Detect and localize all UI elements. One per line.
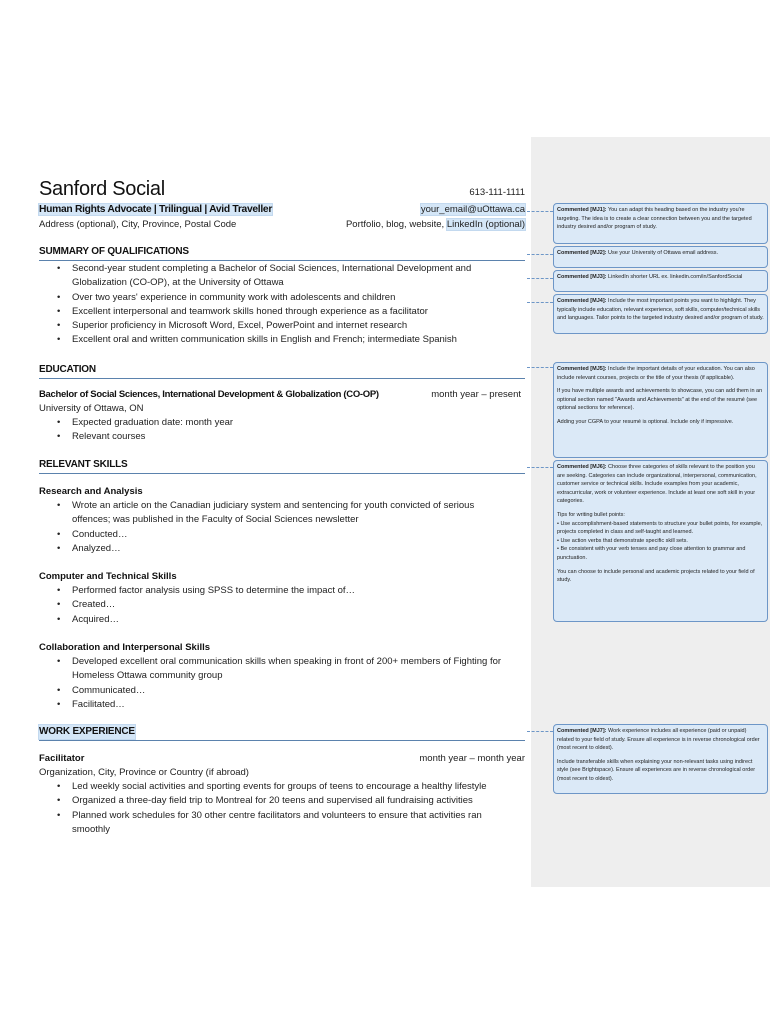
list-item: • Acquired… <box>39 613 509 627</box>
comment-label: Commented [MJ4]: <box>557 298 607 304</box>
comment-text: Tips for writing bullet points: <box>557 511 625 518</box>
list-item: • Over two years' experience in community work with adolescents and children <box>39 291 509 305</box>
section-heading-summary: SUMMARY OF QUALIFICATIONS <box>39 246 189 257</box>
skill-group-title: Computer and Technical Skills <box>39 571 177 582</box>
comment-connector <box>527 367 553 368</box>
email-address[interactable]: your_email@uOttawa.ca <box>420 204 525 215</box>
education-dates: month year – present <box>431 389 521 400</box>
headline: Human Rights Advocate | Trilingual | Avid Traveller <box>39 204 273 215</box>
comment-mj1[interactable] <box>553 203 768 244</box>
comment-mj5[interactable] <box>553 362 768 458</box>
comment-connector <box>527 254 553 255</box>
comment-text: You can adapt this heading based on the industry you're targeting. The idea is to create a clear connection between you and the targeted industry desired and/or program of study. <box>557 207 752 231</box>
portfolio-links: Portfolio, blog, website, <box>345 219 447 230</box>
job-organization: Organization, City, Province or Country (if abroad) <box>39 767 249 778</box>
comment-text: LinkedIn shorter URL ex. linkedin.com/in/SanfordSocial <box>608 274 743 280</box>
school-name: University of Ottawa, ON <box>39 403 144 414</box>
comment-text: Include the important details of your education. You can also include relevant courses, projects or the title of your thesis (if applicable). <box>557 366 755 381</box>
list-item: • Developed excellent oral communication skills when speaking in front of 200+ members of Fighting for Homeless Ottawa community group <box>39 655 531 684</box>
list-item: • Led weekly social activities and sporting events for groups of teens to encourage a healthy lifestyle <box>39 780 509 794</box>
comment-connector <box>527 302 553 303</box>
list-item: • Facilitated… <box>39 698 531 712</box>
skill-group-title: Research and Analysis <box>39 486 143 497</box>
comment-label: Commented [MJ1]: <box>557 207 607 213</box>
comment-text: • Be consistent with your verb tenses and pay close attention to grammar and punctuation. <box>557 546 746 561</box>
comment-text: Use your University of Ottawa email address. <box>608 250 719 256</box>
list-item: • Wrote an article on the Canadian judiciary system and sentencing for youth convicted of serious offences; was published in the Faculty of Social Sciences newsletter <box>39 499 509 528</box>
comment-text: Adding your CGPA to your resumé is optional. Include only if impressive. <box>557 418 734 425</box>
skill-group-list <box>39 655 531 712</box>
comment-connector <box>527 211 553 212</box>
comment-text: • Use action verbs that demonstrate specific skill sets. <box>557 537 688 544</box>
section-heading-work: WORK EXPERIENCE <box>39 725 135 739</box>
list-item: • Analyzed… <box>39 542 509 556</box>
address-line: Address (optional), City, Province, Postal Code <box>39 219 237 230</box>
comment-mj6[interactable] <box>553 460 768 622</box>
list-item: • Excellent interpersonal and teamwork skills honed through experience as a facilitator <box>39 305 509 319</box>
list-item: • Expected graduation date: month year <box>39 416 509 430</box>
list-item: • Organized a three-day field trip to Montreal for 20 teens and supervised all fundraising activities <box>39 794 509 808</box>
comment-label: Commented [MJ2]: <box>557 250 607 256</box>
comment-text: Work experience includes all experience (paid or unpaid) related to your field of study. Ensure all experience is in reverse chronological order (most recent to oldest). <box>557 728 760 752</box>
list-item: • Superior proficiency in Microsoft Word, Excel, PowerPoint and internet research <box>39 319 509 333</box>
list-item: • Second-year student completing a Bachelor of Social Sciences, International Development and Globalization (CO-OP), at the University of Ottawa <box>39 262 509 291</box>
section-divider <box>39 740 525 741</box>
job-title: Facilitator <box>39 753 85 764</box>
skill-group-list <box>39 499 509 556</box>
education-list <box>39 416 509 445</box>
skill-group-list <box>39 584 509 627</box>
comment-mj2[interactable] <box>553 246 768 268</box>
linkedin-link[interactable]: LinkedIn (optional) <box>446 219 525 230</box>
comment-text: Choose three categories of skills relevant to the position you are seeking. Categories can include organizational, interpersonal, communication, customer service or technical skills. Include examples from your academic, extracurricular, work or volunteer experience. Include at least one soft skill in your categories. <box>557 464 757 505</box>
comment-connector <box>527 731 553 732</box>
comment-label: Commented [MJ7]: <box>557 728 607 734</box>
degree-title: Bachelor of Social Sciences, International Development & Globalization (CO-OP) <box>39 389 379 400</box>
comment-connector <box>527 467 553 468</box>
job-dates: month year – month year <box>419 753 525 764</box>
phone-number: 613-111-1111 <box>469 187 525 198</box>
comment-mj7[interactable] <box>553 724 768 794</box>
section-divider <box>39 473 525 474</box>
section-divider <box>39 378 525 379</box>
comment-text: • Use accomplishment-based statements to structure your bullet points, for example, projects completed in class and self-taught and learned. <box>557 520 763 536</box>
comment-label: Commented [MJ3]: <box>557 274 607 280</box>
list-item: • Excellent oral and written communication skills in English and French; intermediate Spanish <box>39 333 509 347</box>
section-heading-skills: RELEVANT SKILLS <box>39 459 128 470</box>
list-item: • Planned work schedules for 30 other centre facilitators and volunteers to ensure that activities ran smoothly <box>39 809 509 838</box>
comment-text: If you have multiple awards and achievements to showcase, you can add them in an optional section named "Awards and Achievements" at the end of the resumé (see optional sections for reference). <box>557 388 763 412</box>
list-item: • Relevant courses <box>39 430 509 444</box>
summary-list <box>39 262 509 348</box>
comment-label: Commented [MJ6]: <box>557 464 607 470</box>
comment-text: Include the most important points you want to highlight. They typically include education, relevant experience, soft skills, computer/technical skills and languages. Tailor points to the targeted industry desired and/or program of study. <box>557 298 764 322</box>
list-item: • Performed factor analysis using SPSS to determine the impact of… <box>39 584 509 598</box>
section-divider <box>39 260 525 261</box>
section-heading-education: EDUCATION <box>39 364 96 375</box>
job-list <box>39 780 509 837</box>
skill-group-title: Collaboration and Interpersonal Skills <box>39 642 211 653</box>
comment-connector <box>527 278 553 279</box>
comment-mj4[interactable] <box>553 294 768 334</box>
comment-text: You can choose to include personal and academic projects related to your field of study. <box>557 568 755 584</box>
list-item: • Created… <box>39 598 509 612</box>
comment-mj3[interactable] <box>553 270 768 292</box>
candidate-name: Sanford Social <box>39 178 165 200</box>
comment-label: Commented [MJ5]: <box>557 366 607 372</box>
list-item: • Communicated… <box>39 684 531 698</box>
list-item: • Conducted… <box>39 528 509 542</box>
comment-text: Include transferable skills when explaining your non-relevant tasks using indirect style (see Brightspace). Ensure all experiences are in reverse chronological order (most recent to oldest). <box>557 758 756 782</box>
